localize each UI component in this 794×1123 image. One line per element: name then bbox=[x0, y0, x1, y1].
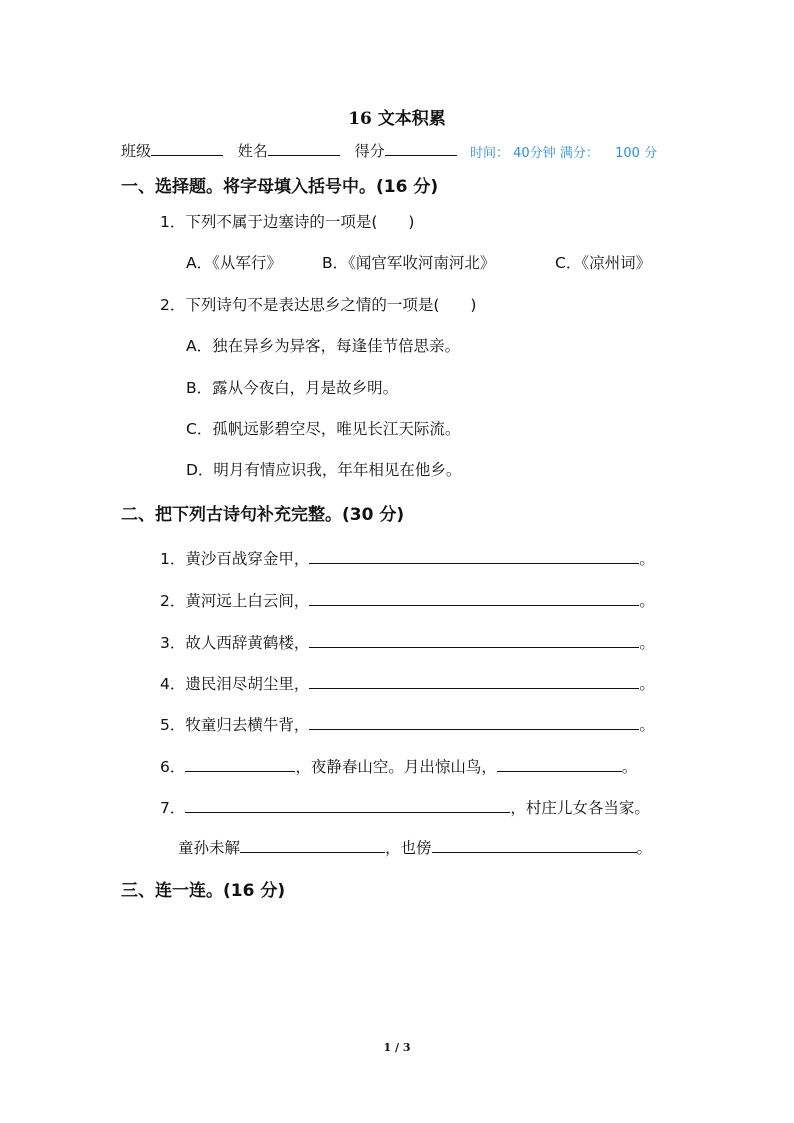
fill-blank-4[interactable] bbox=[309, 674, 639, 689]
q1-option-b: B．《闻官军收河南河北》 bbox=[322, 254, 496, 272]
question-1-stem: 1．下列不属于边塞诗的一项是( ) bbox=[160, 213, 415, 231]
header-info-row bbox=[121, 140, 457, 161]
fill-blank-6a[interactable] bbox=[185, 757, 295, 772]
full-value: 100 分 bbox=[615, 146, 658, 161]
q1-option-a: A．《从军行》 bbox=[186, 254, 282, 272]
fill-blank-5[interactable] bbox=[309, 715, 639, 730]
fill-item-5: 5．牧童归去横牛背， 。 bbox=[160, 716, 655, 734]
fill-blank-7b[interactable] bbox=[240, 838, 385, 853]
page-number: 1 / 3 bbox=[383, 1041, 411, 1054]
full-label: 满分： bbox=[559, 146, 599, 161]
q1-option-c: C．《凉州词》 bbox=[555, 254, 652, 272]
name-label: 姓名 bbox=[237, 142, 268, 160]
time-info bbox=[470, 142, 657, 161]
fill-blank-7c[interactable] bbox=[432, 838, 637, 853]
fill-item-1: 1．黄沙百战穿金甲， 。 bbox=[160, 550, 655, 568]
time-value: 40分钟 bbox=[513, 146, 556, 161]
fill-blank-1[interactable] bbox=[309, 549, 639, 564]
q2-option-d: D．明月有情应识我，年年相见在他乡。 bbox=[186, 461, 462, 479]
fill-blank-6b[interactable] bbox=[497, 757, 622, 772]
section-heading-1: 一、选择题。将字母填入括号中。(16 分) bbox=[121, 177, 439, 197]
q2-option-b: B．露从今夜白，月是故乡明。 bbox=[186, 379, 399, 397]
fill-item-4: 4．遗民泪尽胡尘里， 。 bbox=[160, 675, 655, 693]
section-heading-2: 二、把下列古诗句补充完整。(30 分) bbox=[121, 505, 405, 525]
section-heading-3: 三、连一连。(16 分) bbox=[121, 881, 286, 901]
fill-blank-3[interactable] bbox=[309, 633, 639, 648]
page-title: 16 文本积累 bbox=[348, 109, 446, 129]
score-blank[interactable] bbox=[385, 141, 457, 156]
fill-item-7-line2: 童孙未解 ，也傍 。 bbox=[178, 839, 653, 857]
fill-blank-2[interactable] bbox=[309, 591, 639, 606]
class-label: 班级 bbox=[121, 142, 152, 160]
fill-item-3: 3．故人西辞黄鹤楼， 。 bbox=[160, 634, 655, 652]
fill-blank-7a[interactable] bbox=[185, 798, 510, 813]
q2-option-c: C．孤帆远影碧空尽，唯见长江天际流。 bbox=[186, 420, 461, 438]
fill-item-7: 7． ，村庄儿女各当家。 bbox=[160, 799, 650, 817]
class-blank[interactable] bbox=[151, 141, 223, 156]
name-blank[interactable] bbox=[268, 141, 340, 156]
q2-option-a: A．独在异乡为异客，每逢佳节倍思亲。 bbox=[186, 337, 461, 355]
score-label: 得分 bbox=[354, 142, 385, 160]
fill-item-2: 2．黄河远上白云间， 。 bbox=[160, 592, 655, 610]
question-2-stem: 2．下列诗句不是表达思乡之情的一项是( ) bbox=[160, 296, 477, 314]
time-label: 时间： bbox=[470, 146, 510, 161]
fill-item-6: 6． ，夜静春山空。月出惊山鸟， 。 bbox=[160, 758, 638, 776]
